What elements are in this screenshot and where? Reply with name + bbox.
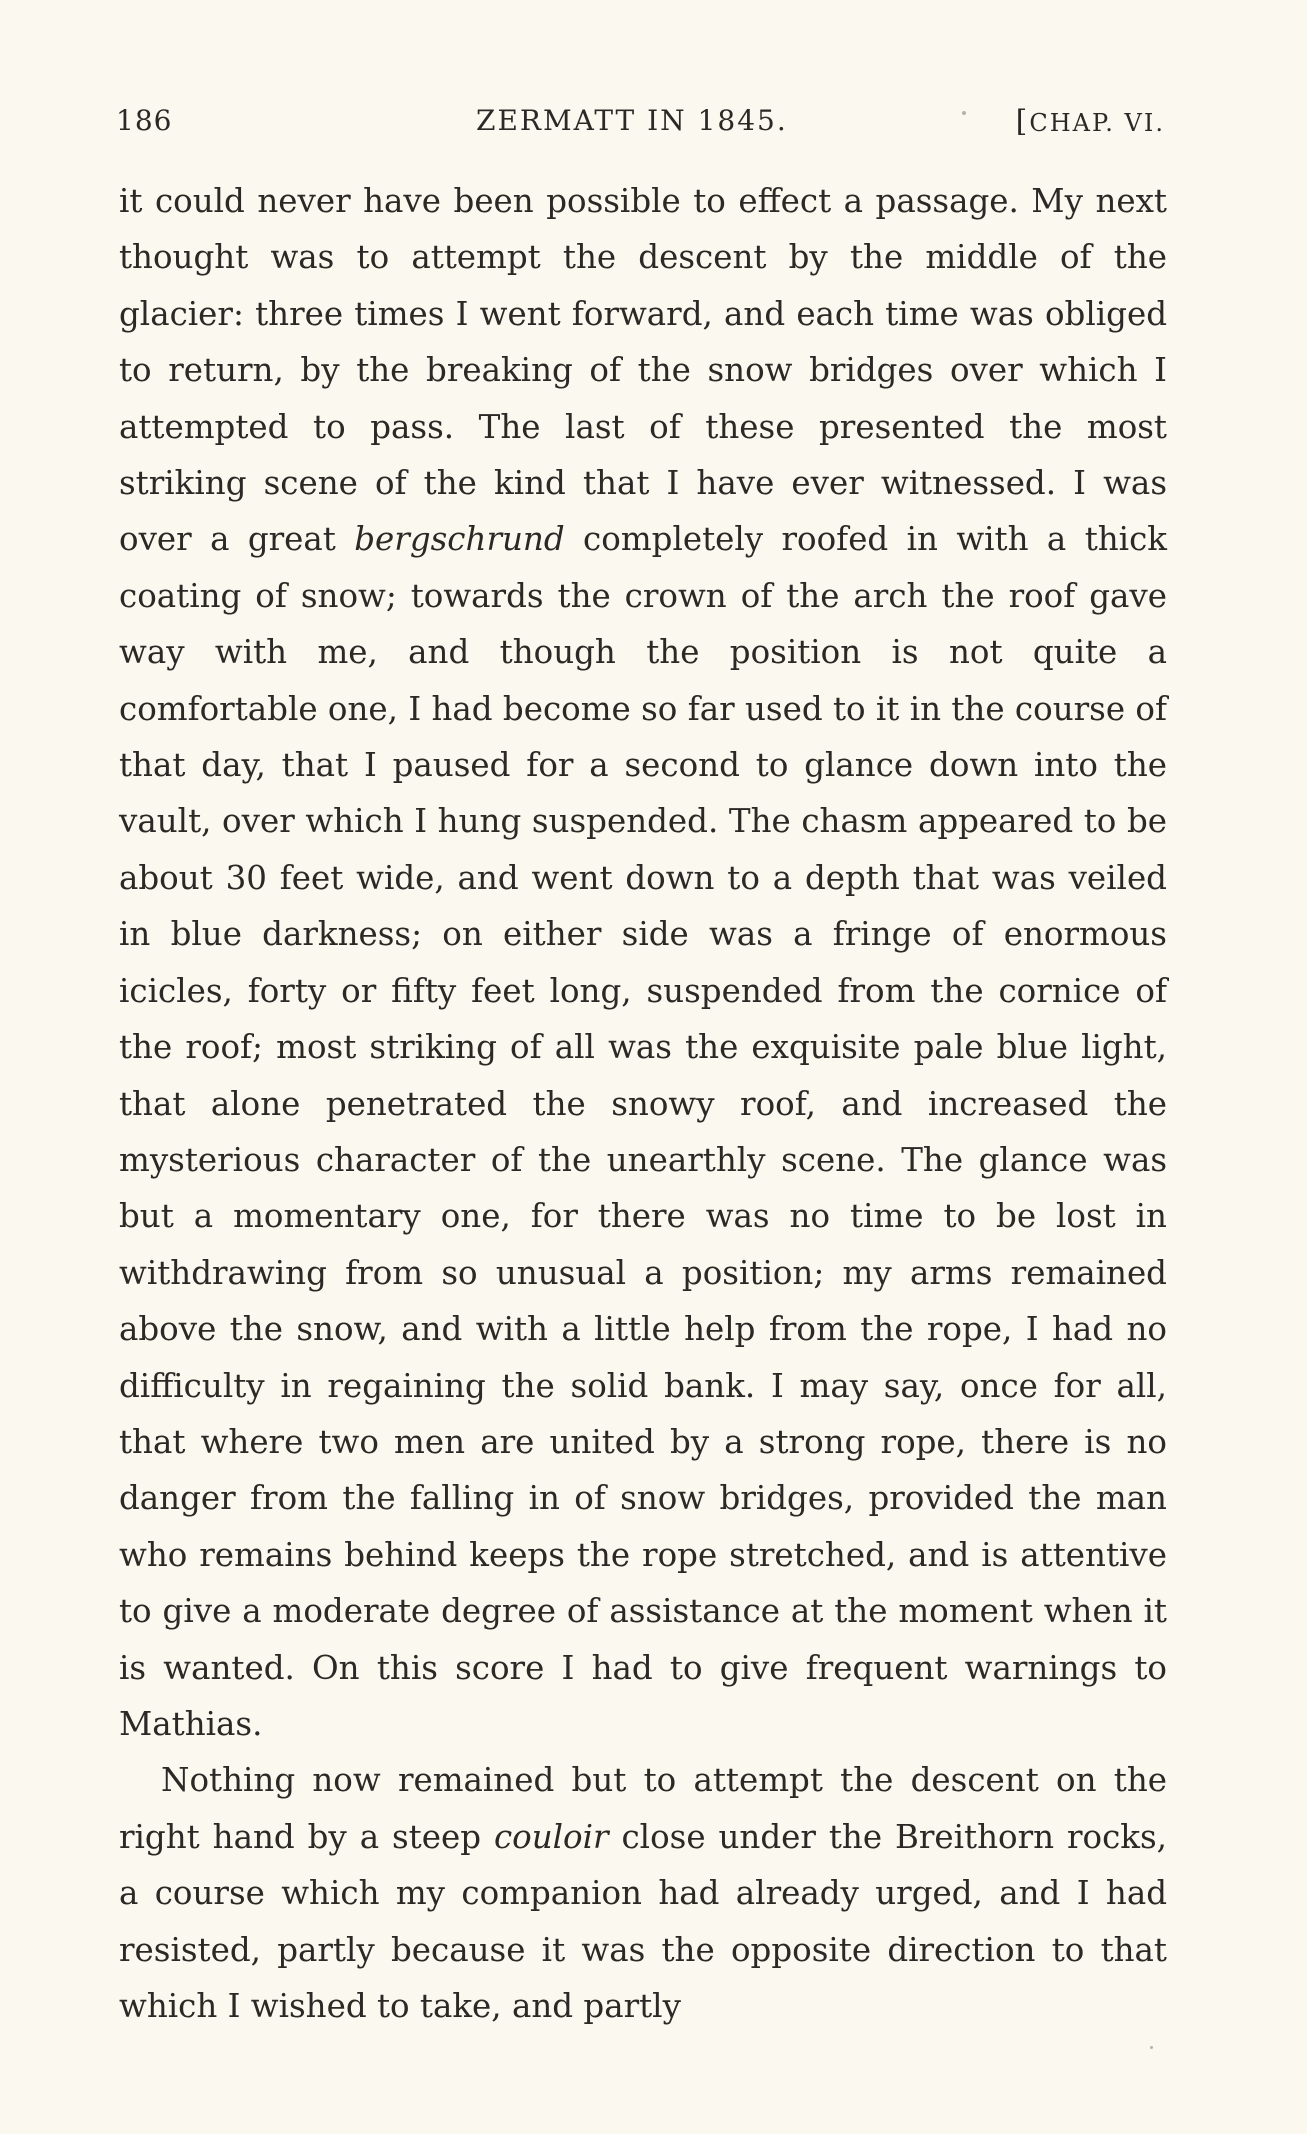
body-text — [119, 173, 1167, 2034]
paragraph-2-text-a: Nothing now remained but to attempt the descent on the right hand by a steep — [119, 1761, 1167, 1856]
paragraph-1-text-b: completely roofed in with a thick coating of snow; towards the crown of the arch the roof gave way with me, and though the position is not quite a comfortable one, I had become so far used to it in the course of that day, that I paused for a second to glance down into the vault, over which I hung suspended. The chasm appeared to be about 30 feet wide, and went down to a depth that was veiled in blue darkness; on either side was a fringe of enormous icicles, forty or fifty feet long, suspended from the cornice of the roof; most striking of all was the exquisite pale blue light, that alone penetrated the snowy roof, and increased the mysterious character of the unearthly scene. The glance was but a momentary one, for there was no time to be lost in withdrawing from so unusual a position; my arms remained above the snow, and with a little help from the rope, I had no difficulty in regaining the solid bank. I may say, once for all, that where two men are united by a strong rope, there is no danger from the falling in of snow bridges, provided the man who remains behind keeps the rope stretched, and is attentive to give a moderate degree of assistance at the moment when it is wanted. On this score I had to give frequent warnings to Mathias. — [119, 520, 1167, 1743]
paragraph-2 — [119, 1752, 1167, 2034]
paper-speck — [1150, 2046, 1153, 2049]
paragraph-1 — [119, 173, 1167, 1752]
paper-speck — [962, 111, 966, 115]
term-bergschrund: bergschrund — [354, 520, 565, 559]
chapter-mark: [CHAP. VI. — [1015, 104, 1165, 139]
page-header — [116, 104, 1165, 144]
chapter-mark-text: CHAP. VI. — [1029, 109, 1165, 137]
paragraph-2-text-b: close under the Breithorn rocks, a course which my companion had already urged, and I had resisted, partly because it was the opposite direction to that which I wished to take, and partly — [119, 1817, 1167, 2025]
term-couloir: couloir — [493, 1817, 609, 1856]
page-number: 186 — [116, 104, 173, 137]
paragraph-1-text-a: it could never have been possible to effect a passage. My next thought was to attempt the descent by the middle of the glacier: three times I went forward, and each time was obliged to return, by the breaking of the snow bridges over which I attempted to pass. The last of these presented the most striking scene of the kind that I have ever witnessed. I was over a great — [119, 182, 1167, 559]
running-title: ZERMATT IN 1845. — [476, 104, 788, 137]
